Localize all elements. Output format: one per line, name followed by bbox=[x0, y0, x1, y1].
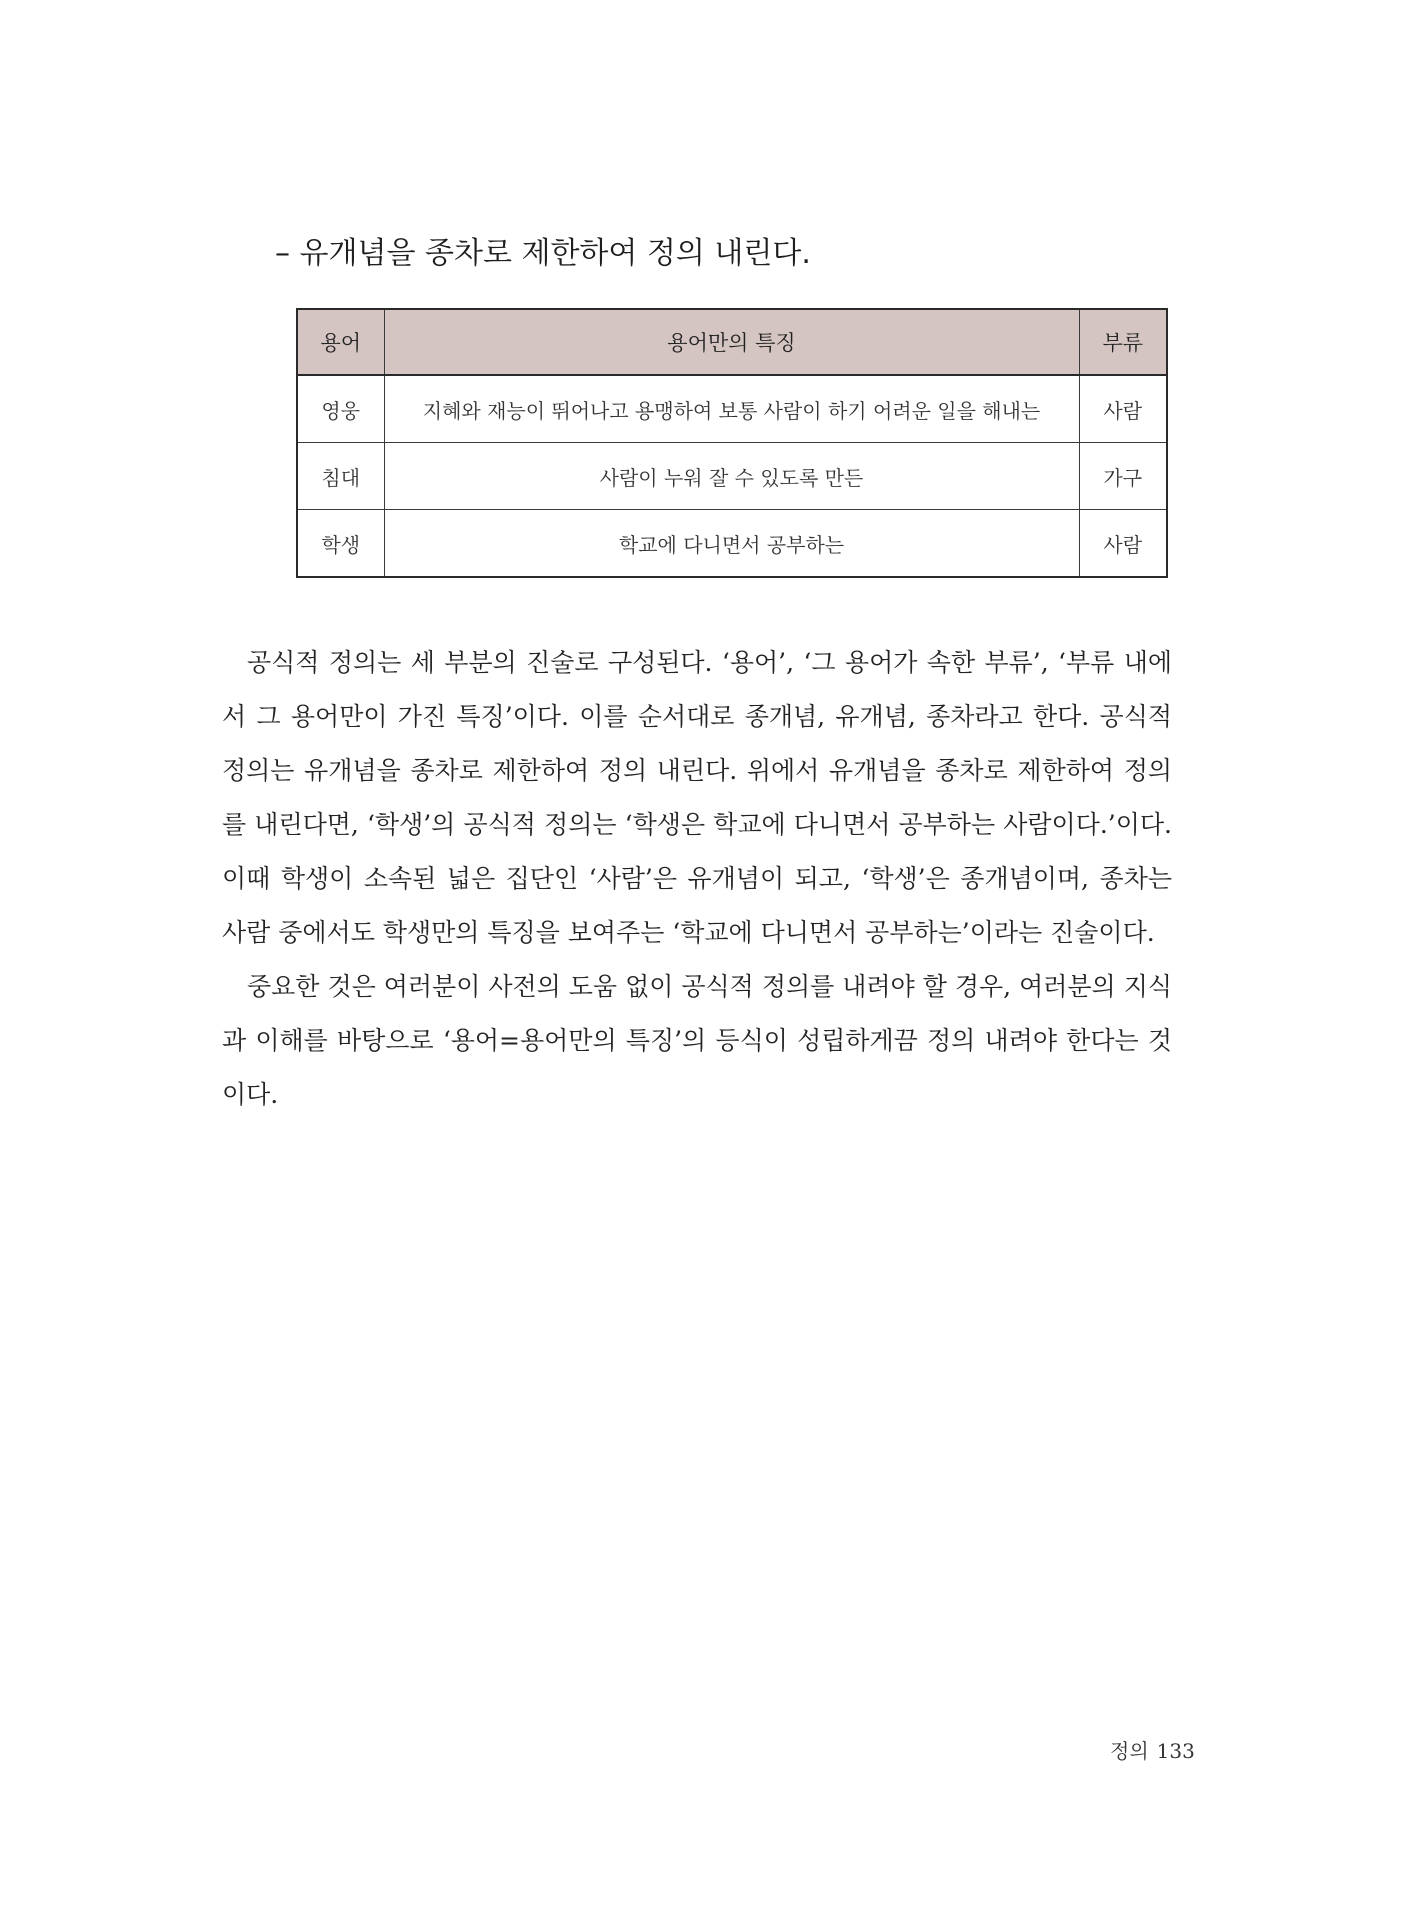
cell-term: 영웅 bbox=[297, 375, 384, 443]
table-row bbox=[297, 510, 1167, 578]
definition-table bbox=[296, 308, 1168, 578]
body-text bbox=[222, 636, 1172, 1122]
table-row bbox=[297, 443, 1167, 510]
cell-feature: 사람이 누워 잘 수 있도록 만든 bbox=[384, 443, 1079, 510]
cell-category: 사람 bbox=[1079, 510, 1167, 578]
header-feature: 용어만의 특징 bbox=[384, 309, 1079, 375]
header-term: 용어 bbox=[297, 309, 384, 375]
paragraph-1: 공식적 정의는 세 부분의 진술로 구성된다. ‘용어’, ‘그 용어가 속한 부류’, ‘부류 내에서 그 용어만이 가진 특징’이다. 이를 순서대로 종개념, 유개념, 종차라고 한다. 공식적 정의는 유개념을 종차로 제한하여 정의 내린다. 위에서 유개념을 종차로 제한하여 정의를 내린다면, ‘학생’의 공식적 정의는 ‘학생은 학교에 다니면서 공부하는 사람이다.’이다. 이때 학생이 소속된 넓은 집단인 ‘사람’은 유개념이 되고, ‘학생’은 종개념이며, 종차는 사람 중에서도 학생만의 특징을 보여주는 ‘학교에 다니면서 공부하는’이라는 진술이다. bbox=[222, 648, 1172, 947]
cell-term: 침대 bbox=[297, 443, 384, 510]
footer-section-title: 정의 bbox=[1110, 1739, 1149, 1763]
cell-feature: 학교에 다니면서 공부하는 bbox=[384, 510, 1079, 578]
page-number: 133 bbox=[1156, 1739, 1195, 1763]
cell-category: 가구 bbox=[1079, 443, 1167, 510]
header-category: 부류 bbox=[1079, 309, 1167, 375]
cell-term: 학생 bbox=[297, 510, 384, 578]
cell-feature: 지혜와 재능이 뛰어나고 용맹하여 보통 사람이 하기 어려운 일을 해내는 bbox=[384, 375, 1079, 443]
paragraph-2: 중요한 것은 여러분이 사전의 도움 없이 공식적 정의를 내려야 할 경우, 여러분의 지식과 이해를 바탕으로 ‘용어=용어만의 특징’의 등식이 성립하게끔 정의 내려야 한다는 것이다. bbox=[222, 972, 1172, 1109]
section-heading: – 유개념을 종차로 제한하여 정의 내린다. bbox=[275, 236, 811, 271]
cell-category: 사람 bbox=[1079, 375, 1167, 443]
table-row bbox=[297, 375, 1167, 443]
table-header-row bbox=[297, 309, 1167, 375]
page-footer bbox=[1110, 1735, 1195, 1764]
